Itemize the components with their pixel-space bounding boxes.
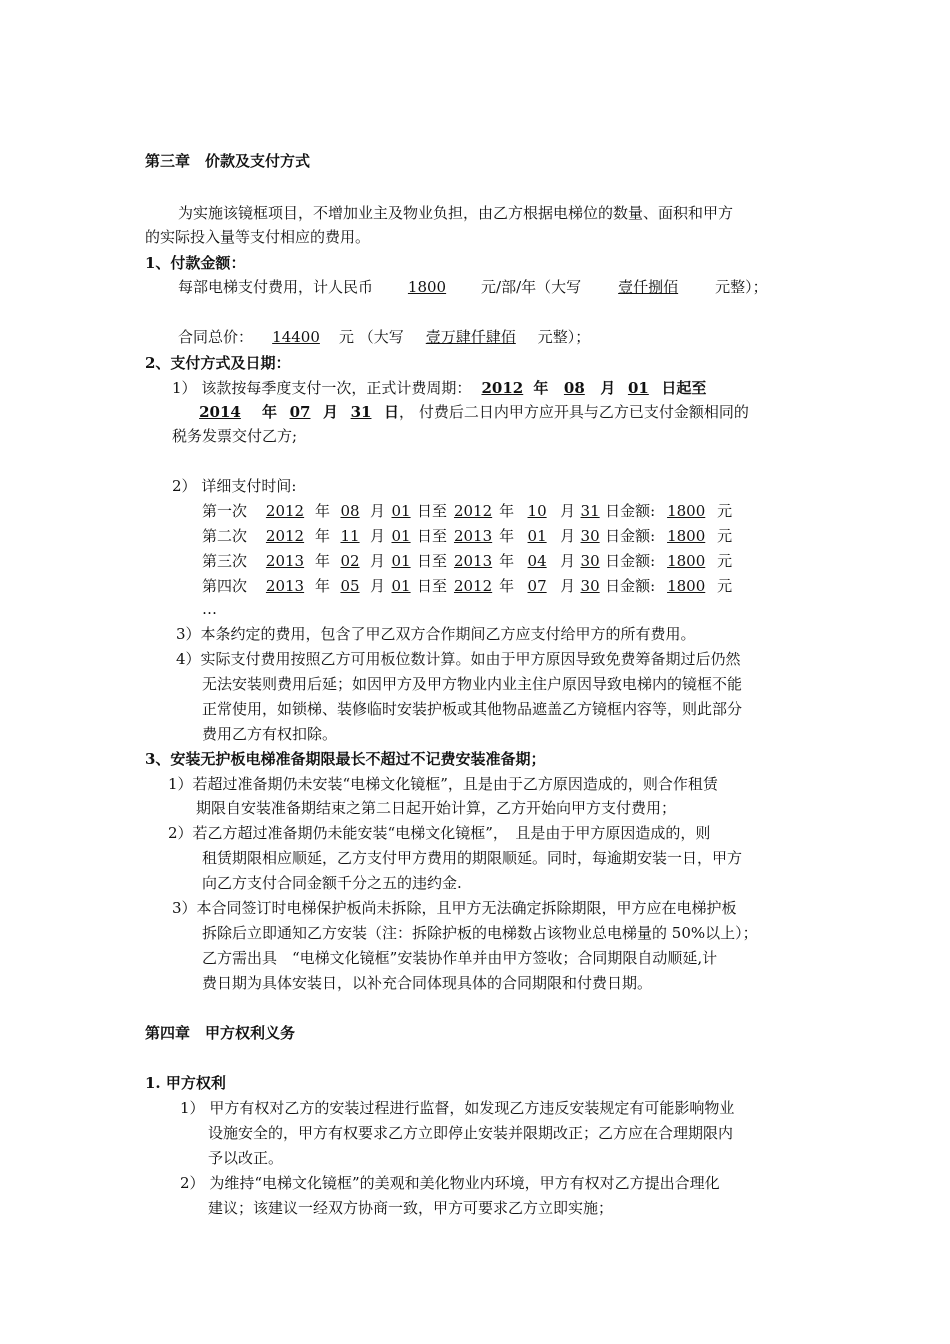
unit-price-suffix: 元整）； xyxy=(715,278,768,296)
amount-value: 1800 xyxy=(667,527,706,545)
currency-char: 元 xyxy=(717,527,733,545)
payment-period-line xyxy=(172,377,706,399)
c4-item2-line2: 建议；该建议一经双方协商一致，甲方可要求乙方立即实施； xyxy=(208,1199,614,1217)
unit-price-prefix: 每部电梯支付费用，计人民币 xyxy=(178,278,374,296)
end-month: 01 xyxy=(527,527,547,545)
ellipsis: … xyxy=(202,600,217,618)
chapter4-sub-heading: 1. 甲方权利 xyxy=(145,1074,226,1092)
month-char: 月 xyxy=(323,403,339,421)
total-price-suffix: 元整）； xyxy=(537,328,591,346)
s3-item2-line1: 2）若乙方超过准备期仍未能安装“电梯文化镜框”， 且是由于甲方原因造成的，则 xyxy=(168,824,711,842)
item-3-line xyxy=(176,623,696,645)
item-label: 4） xyxy=(176,650,201,668)
schedule-heading-text: 详细支付时间: xyxy=(201,477,297,495)
payment-period-rest: 付费后二日内甲方应开具与乙方已支付金额相同的 xyxy=(418,403,749,421)
year-char: 年 xyxy=(315,552,331,570)
end-month: 07 xyxy=(289,403,311,421)
start-day: 01 xyxy=(391,577,411,595)
chapter4-title: 第四章 甲方权利义务 xyxy=(145,1024,296,1042)
schedule-row-label: 第四次 xyxy=(202,577,248,595)
item-label: 3） xyxy=(176,625,201,643)
s3-item3-line1: 3）本合同签订时电梯保护板尚未拆除，且甲方无法确定拆除期限，甲方应在电梯护板 xyxy=(172,899,737,917)
payment-period-line-3: 税务发票交付乙方; xyxy=(172,427,298,445)
amount-value: 1800 xyxy=(667,502,706,520)
item-4-line-1 xyxy=(176,648,741,670)
start-day: 01 xyxy=(391,502,411,520)
year-char: 年 xyxy=(315,527,331,545)
start-day: 01 xyxy=(391,527,411,545)
schedule-row xyxy=(202,550,732,572)
unit-price-daxie: 壹仟捌佰 xyxy=(618,278,679,296)
schedule-row xyxy=(202,525,732,547)
s3-item1-line2: 期限自安装准备期结束之第二日起开始计算，乙方开始向甲方支付费用； xyxy=(196,799,677,817)
start-day: 01 xyxy=(391,552,411,570)
day-char: 日 xyxy=(384,403,400,421)
payment-period-text: 该款按每季度支付一次，正式计费周期： xyxy=(201,379,472,397)
end-year: 2012 xyxy=(453,577,493,595)
chapter3-title: 第三章 价款及支付方式 xyxy=(145,152,311,170)
schedule-row-label: 第三次 xyxy=(202,552,248,570)
s3-item1-line1: 1）若超过准备期仍未安装“电梯文化镜框”，且是由于乙方原因造成的，则合作租赁 xyxy=(168,775,718,793)
s3-item2-line3: 向乙方支付合同金额千分之五的违约金. xyxy=(202,874,462,892)
year-char: 年 xyxy=(315,577,331,595)
month-char: 月 xyxy=(560,577,576,595)
end-day: 30 xyxy=(580,577,600,595)
section2-heading: 2、支付方式及日期： xyxy=(145,354,291,372)
total-price-daxie: 壹万肆仟肆佰 xyxy=(425,328,516,346)
from-to-text: 日起至 xyxy=(661,379,707,397)
end-year: 2012 xyxy=(453,502,493,520)
item-3-text: 本条约定的费用，包含了甲乙双方合作期间乙方应支付给甲方的所有费用。 xyxy=(200,625,696,643)
section3-heading: 3、安装无护板电梯准备期限最长不超过不记费安装准备期； xyxy=(145,750,546,768)
year-char: 年 xyxy=(499,527,515,545)
month-char: 月 xyxy=(560,552,576,570)
item-label: 2） xyxy=(180,1174,205,1192)
end-year: 2014 xyxy=(199,403,241,421)
item-4-line-2: 无法安装则费用后延；如因甲方及甲方物业内业主住户原因导致电梯内的镜框不能 xyxy=(202,675,743,693)
schedule-row-label: 第一次 xyxy=(202,502,248,520)
end-day: 31 xyxy=(350,403,372,421)
month-char: 月 xyxy=(560,502,576,520)
end-month: 07 xyxy=(527,577,547,595)
year-char: 年 xyxy=(499,577,515,595)
unit-price-line xyxy=(178,276,768,298)
currency-char: 元 xyxy=(717,552,733,570)
payment-period-line-2: 2014 年 07 月 31 日， 付费后二日内甲方应开具与乙方已支付金额相同的 xyxy=(178,401,749,423)
end-day: 30 xyxy=(580,527,600,545)
intro-line-2: 的实际投入量等支付相应的费用。 xyxy=(145,228,371,246)
amount-label: 日金额: xyxy=(605,552,656,570)
end-year: 2013 xyxy=(453,527,493,545)
total-price-prefix: 合同总价： xyxy=(178,328,254,346)
to-char: 日至 xyxy=(417,527,448,545)
month-char: 月 xyxy=(370,552,386,570)
total-price-amount: 14400 xyxy=(272,328,320,346)
item-4-text: 实际支付费用按照乙方可用板位数计算。如由于甲方原因导致免费筹备期过后仍然 xyxy=(200,650,741,668)
c4-item2-text: 为维持“电梯文化镜框”的美观和美化物业内环境，甲方有权对乙方提出合理化 xyxy=(209,1174,720,1192)
year-char: 年 xyxy=(262,403,278,421)
month-char: 月 xyxy=(560,527,576,545)
item-label: 1） xyxy=(180,1099,205,1117)
schedule-heading xyxy=(172,475,296,497)
to-char: 日至 xyxy=(417,502,448,520)
s3-item3-line4: 费日期为具体安装日，以补充合同体现具体的合同期限和付费日期。 xyxy=(202,974,653,992)
schedule-row xyxy=(202,575,732,597)
amount-label: 日金额: xyxy=(605,502,656,520)
month-char: 月 xyxy=(370,502,386,520)
c4-item1-line3: 予以改正。 xyxy=(208,1149,284,1167)
item-4-line-3: 正常使用，如锁梯、装修临时安装护板或其他物品遮盖乙方镜框内容等，则此部分 xyxy=(202,700,743,718)
item-4-line-4: 费用乙方有权扣除。 xyxy=(202,725,338,743)
start-year: 2012 xyxy=(265,527,305,545)
amount-value: 1800 xyxy=(667,577,706,595)
to-char: 日至 xyxy=(417,577,448,595)
start-month: 02 xyxy=(340,552,360,570)
year-char: 年 xyxy=(499,502,515,520)
item-label: 1） xyxy=(172,379,197,397)
end-month: 10 xyxy=(527,502,547,520)
c4-item1-line1 xyxy=(180,1097,734,1119)
year-char: 年 xyxy=(315,502,331,520)
amount-value: 1800 xyxy=(667,552,706,570)
year-char: 年 xyxy=(533,379,549,397)
month-char: 月 xyxy=(600,379,616,397)
end-month: 04 xyxy=(527,552,547,570)
total-price-line xyxy=(178,326,590,348)
section1-heading: 1、付款金额： xyxy=(145,254,246,272)
schedule-row-label: 第二次 xyxy=(202,527,248,545)
c4-item1-text: 甲方有权对乙方的安装过程进行监督，如发现乙方违反安装规定有可能影响物业 xyxy=(209,1099,735,1117)
s3-item3-line3: 乙方需出具 “电梯文化镜框”安装协作单并由甲方签收；合同期限自动顺延,计 xyxy=(202,949,718,967)
c4-item2-line1 xyxy=(180,1172,720,1194)
year-char: 年 xyxy=(499,552,515,570)
start-month: 08 xyxy=(340,502,360,520)
start-month: 08 xyxy=(563,379,585,397)
start-year: 2013 xyxy=(265,577,305,595)
item-label: 2） xyxy=(172,477,197,495)
start-month: 11 xyxy=(340,527,360,545)
month-char: 月 xyxy=(370,577,386,595)
currency-char: 元 xyxy=(717,577,733,595)
schedule-row xyxy=(202,500,732,522)
month-char: 月 xyxy=(370,527,386,545)
start-year: 2012 xyxy=(265,502,305,520)
s3-item2-line2: 租赁期限相应顺延，乙方支付甲方费用的期限顺延。同时，每逾期安装一日，甲方 xyxy=(202,849,743,867)
currency-char: 元 xyxy=(717,502,733,520)
s3-item3-line2: 拆除后立即通知乙方安装（注：拆除护板的电梯数占该物业总电梯量的 50%以上）； xyxy=(202,924,758,942)
start-month: 05 xyxy=(340,577,360,595)
end-day: 31 xyxy=(580,502,600,520)
intro-line-1: 为实施该镜框项目，不增加业主及物业负担，由乙方根据电梯位的数量、面积和甲方 xyxy=(178,204,734,222)
end-day: 30 xyxy=(580,552,600,570)
amount-label: 日金额: xyxy=(605,577,656,595)
end-year: 2013 xyxy=(453,552,493,570)
start-year: 2012 xyxy=(481,379,524,397)
amount-label: 日金额: xyxy=(605,527,656,545)
to-char: 日至 xyxy=(417,552,448,570)
start-day: 01 xyxy=(627,379,649,397)
total-price-mid: 元 （大写 xyxy=(339,328,404,346)
unit-price-amount: 1800 xyxy=(407,278,447,296)
c4-item1-line2: 设施安全的，甲方有权要求乙方立即停止安装并限期改正；乙方应在合理期限内 xyxy=(208,1124,734,1142)
unit-price-mid: 元/部/年（大写 xyxy=(481,278,582,296)
start-year: 2013 xyxy=(265,552,305,570)
